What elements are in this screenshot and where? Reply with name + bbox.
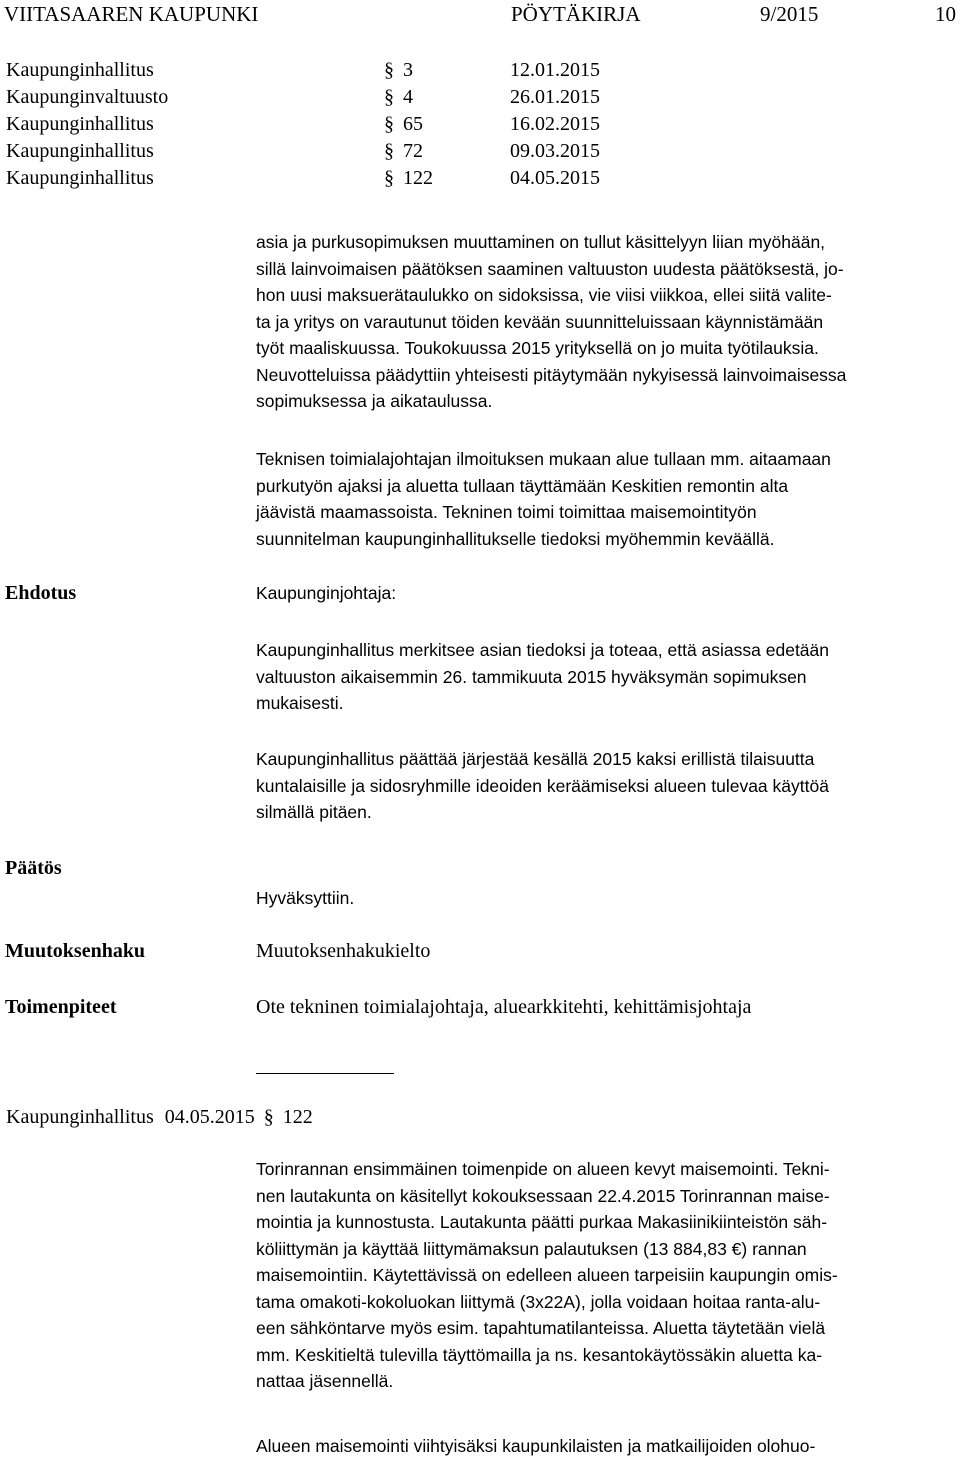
text-line: nattaa jäsennellä. — [256, 1371, 394, 1391]
text-line: valtuuston aikaisemmin 26. tammikuuta 2015 hyväksymän sopimuksen — [256, 666, 807, 687]
text-line: sopimuksessa ja aikataulussa. — [256, 391, 493, 411]
text-line: Neuvotteluissa päädyttiin yhteisesti pitäytymään nykyisessä lainvoimaisessa — [256, 364, 847, 385]
section-bracket-icon: § — [384, 86, 394, 108]
text-line: maisemointiin. Käytettävissä on edelleen alueen tarpeisiin kaupungin omis- — [256, 1265, 838, 1285]
history-body: Kaupunginhallitus — [6, 140, 154, 162]
text-line: Kaupunginhallitus päättää järjestää kesällä 2015 kaksi erillistä tilaisuutta — [256, 749, 815, 769]
document-number: 9/2015 — [760, 2, 819, 26]
text-line: kuntalaisille ja sidosryhmille ideoiden keräämiseksi alueen tulevaa käyttöä — [256, 775, 829, 796]
body-paragraph-3 — [256, 1156, 838, 1395]
muutoksenhaku-text: Muutoksenhakukielto — [256, 940, 431, 962]
label-muutoksenhaku: Muutoksenhaku — [5, 940, 146, 962]
text-line: suunnitelman kaupunginhallitukselle tiedoksi myöhemmin keväällä. — [256, 528, 775, 549]
text-line: asia ja purkusopimuksen muuttaminen on tullut käsittelyyn liian myöhään, — [256, 232, 826, 252]
body-paragraph-1 — [256, 229, 846, 415]
section-bracket-icon: § — [384, 140, 394, 162]
history-section: 72 — [403, 140, 423, 162]
text-line: Teknisen toimialajohtajan ilmoituksen mukaan alue tullaan mm. aitaamaan — [256, 449, 831, 469]
section-bracket-icon: § — [384, 59, 394, 81]
label-paatos: Päätös — [5, 857, 62, 879]
text-line: nen lautakunta on käsitellyt kokouksessaan 22.4.2015 Torinrannan maise- — [256, 1185, 830, 1206]
section-bracket-icon: § — [384, 113, 394, 135]
history-date: 12.01.2015 — [510, 59, 600, 81]
history-section: 4 — [403, 86, 413, 108]
text-line: Torinrannan ensimmäinen toimenpide on alueen kevyt maisemointi. Tekni- — [256, 1159, 830, 1179]
history-date: 04.05.2015 — [510, 167, 600, 189]
text-line: tama omakoti-kokoluokan liittymä (3x22A), jolla voidaan hoitaa ranta-alu- — [256, 1291, 821, 1312]
reference-date: 04.05.2015 — [164, 1106, 255, 1128]
text-line: mukaisesti. — [256, 693, 344, 713]
history-body: Kaupunginvaltuusto — [6, 86, 169, 108]
reference-section: 122 — [282, 1106, 313, 1128]
document-type: PÖYTÄKIRJA — [511, 2, 641, 26]
text-line: een sähköntarve myös esim. tapahtumatilanteissa. Aluetta täytetään vielä — [256, 1318, 826, 1338]
history-date: 09.03.2015 — [510, 140, 600, 162]
section-bracket-icon: § — [263, 1106, 274, 1128]
history-section: 3 — [403, 59, 413, 81]
reference-line — [6, 1104, 313, 1131]
text-line: mm. Keskitieltä tulevilla täyttömailla ja ns. kesantokäytössäkin aluetta ka- — [256, 1344, 823, 1365]
section-divider — [256, 1073, 394, 1074]
text-line: sillä lainvoimaisen päätöksen saaminen valtuuston uudesta päätöksestä, jo- — [256, 258, 844, 279]
text-line: köliittymän ja käyttää liittymämaksun palautuksen (13 884,83 €) rannan — [256, 1238, 807, 1259]
history-section: 65 — [403, 113, 423, 135]
history-date: 16.02.2015 — [510, 113, 600, 135]
paatos-text: Hyväksyttiin. — [256, 888, 355, 908]
page-number: 10 — [935, 2, 956, 26]
text-line: purkutyön ajaksi ja aluetta tullaan täyttämään Keskitien remontin alta — [256, 475, 789, 496]
label-toimenpiteet: Toimenpiteet — [5, 996, 117, 1018]
text-line: jäävistä maamassoista. Tekninen toimi toimittaa maisemointityön — [256, 502, 757, 522]
text-line: ta ja yritys on varautunut töiden kevään suunnitteluissaan käynnistämään — [256, 311, 824, 332]
city-name: VIITASAAREN KAUPUNKI — [4, 2, 259, 26]
history-body: Kaupunginhallitus — [6, 59, 154, 81]
text-line: Kaupunginhallitus merkitsee asian tiedoksi ja toteaa, että asiassa edetään — [256, 640, 830, 660]
section-bracket-icon: § — [384, 167, 394, 189]
text-line: hon uusi maksuerätaulukko on sidoksissa, vie viisi viikkoa, ellei siitä valite- — [256, 285, 832, 305]
history-body: Kaupunginhallitus — [6, 113, 154, 135]
text-line: työt maaliskuussa. Toukokuussa 2015 yrityksellä on jo muita työtilauksia. — [256, 338, 819, 358]
body-paragraph-4: Alueen maisemointi viihtyisäksi kaupunkilaisten ja matkailijoiden olohuo- — [256, 1436, 816, 1456]
history-body: Kaupunginhallitus — [6, 167, 154, 189]
ehdotus-paragraph-1 — [256, 637, 829, 717]
toimenpiteet-text: Ote tekninen toimialajohtaja, aluearkkitehti, kehittämisjohtaja — [256, 996, 752, 1018]
text-line: mointia ja kunnostusta. Lautakunta päätti purkaa Makasiinikiinteistön säh- — [256, 1212, 828, 1232]
history-section: 122 — [403, 167, 433, 189]
reference-body: Kaupunginhallitus — [6, 1106, 154, 1128]
history-date: 26.01.2015 — [510, 86, 600, 108]
ehdotus-heading: Kaupunginjohtaja: — [256, 583, 397, 603]
label-ehdotus: Ehdotus — [5, 582, 77, 604]
text-line: silmällä pitäen. — [256, 802, 372, 822]
body-paragraph-2 — [256, 446, 831, 552]
ehdotus-paragraph-2 — [256, 746, 829, 826]
